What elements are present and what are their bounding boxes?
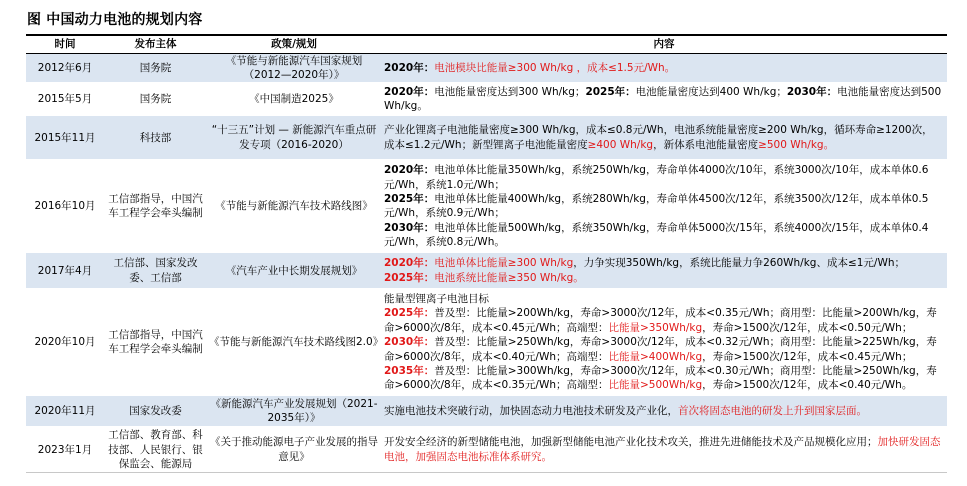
content-text: 实施电池技术突破行动，加快固态动力电池技术研发及产业化， <box>384 405 678 418</box>
cell-time: 2016年10月 <box>26 160 104 253</box>
cell-time: 2020年10月 <box>26 289 104 396</box>
column-header-time: 时间 <box>26 35 104 53</box>
cell-publisher: 科技部 <box>104 116 207 160</box>
content-text: 2030年： <box>786 85 838 98</box>
highlight-text: 比能量>400Wh/kg <box>608 350 703 363</box>
content-line <box>384 306 943 335</box>
column-header-publisher: 发布主体 <box>104 35 207 53</box>
content-text: 2020年： <box>384 61 435 74</box>
content-text: 2030年： <box>384 221 435 234</box>
cell-time: 2020年11月 <box>26 396 104 427</box>
table-row <box>26 289 947 396</box>
content-text: 电池单体比能量350Wh/kg，系统250Wh/kg，寿命单体4000次/10年，系统3000次/10年，成本单体0.6元/Wh，系统1.0元/Wh； <box>384 164 929 191</box>
highlight-text: 2035年： <box>384 364 435 377</box>
highlight-text: ≥500 Wh/kg。 <box>758 138 835 151</box>
content-line <box>384 163 943 192</box>
highlight-text: 电池模块比能量≥300 Wh/kg ，成本≤1.5元/Wh。 <box>434 61 676 74</box>
cell-time: 2015年11月 <box>26 116 104 160</box>
cell-time: 2017年4月 <box>26 253 104 289</box>
cell-content <box>381 160 947 253</box>
content-text: 电池能量密度达到500 Wh/kg。 <box>384 85 942 113</box>
cell-policy: 《节能与新能源汽车技术路线图2.0》 <box>207 289 381 396</box>
content-text: 2020年： <box>384 164 435 177</box>
content-text: 电池能量密度达到400 Wh/kg； <box>635 85 787 98</box>
content-text: 普及型：比能量>300Wh/kg，寿命>3000次/12年，成本<0.30元/Wh；商用型：比能量>250Wh/kg，寿命>6000次/8年，成本<0.35元/Wh；高端型： <box>384 364 937 392</box>
cell-publisher: 工信部指导，中国汽车工程学会牵头编制 <box>104 289 207 396</box>
cell-publisher: 国务院 <box>104 53 207 83</box>
cell-publisher: 国务院 <box>104 83 207 116</box>
table-row <box>26 53 947 83</box>
content-line <box>384 192 943 221</box>
content-line <box>384 335 943 364</box>
content-text: 电池单体比能量500Wh/kg，系统350Wh/kg，寿命单体5000次/15年，系统4000次/15年，成本单体0.4元/Wh，系统0.8元/Wh。 <box>384 221 929 249</box>
content-text: ，力争实现350Wh/kg，系统比能量力争260Wh/kg、成本≤1元/Wh； <box>573 257 906 270</box>
highlight-text: 2030年： <box>384 336 435 349</box>
table-row <box>26 396 947 427</box>
cell-content <box>381 53 947 83</box>
content-line <box>384 61 943 75</box>
cell-policy: 《节能与新能源汽车国家规划（2012—2020年）》 <box>207 53 381 83</box>
table-row <box>26 83 947 116</box>
policy-table <box>26 34 947 473</box>
content-text: ，新体系电池能量密度 <box>653 138 759 151</box>
content-text: 2020年： <box>384 85 435 98</box>
content-text: 能量型锂离子电池目标 <box>384 292 489 305</box>
highlight-text: 比能量>350Wh/kg <box>608 321 703 334</box>
cell-content <box>381 396 947 427</box>
content-line <box>384 364 943 393</box>
content-line <box>384 271 943 285</box>
highlight-text: 电池单体比能量≥300 Wh/kg <box>434 257 574 270</box>
highlight-text: 2025年： <box>384 271 435 284</box>
cell-content <box>381 427 947 473</box>
cell-content <box>381 116 947 160</box>
cell-policy: “十三五”计划 — 新能源汽车重点研发专项（2016-2020） <box>207 116 381 160</box>
highlight-text: 比能量>500Wh/kg <box>608 379 703 392</box>
cell-time: 2015年5月 <box>26 83 104 116</box>
highlight-text: 加快研发固态电池，加强固态电池标准体系研究。 <box>384 436 941 463</box>
cell-publisher: 工信部指导，中国汽车工程学会牵头编制 <box>104 160 207 253</box>
table-row <box>26 116 947 160</box>
highlight-text: ≥400 Wh/kg <box>587 138 654 151</box>
column-header-content: 内容 <box>381 35 947 53</box>
content-line <box>384 435 943 464</box>
content-text: 电池单体比能量400Wh/kg，系统280Wh/kg，寿命单体4500次/12年，系统3500次/12年，成本单体0.5元/Wh，系统0.9元/Wh； <box>384 192 929 220</box>
content-text: 普及型：比能量>250Wh/kg，寿命>3000次/12年，成本<0.32元/Wh；商用型：比能量>225Wh/kg，寿命>6000次/8年，成本<0.40元/Wh；高端型： <box>384 336 937 363</box>
content-text: ，寿命>1500次/12年，成本<0.45元/Wh； <box>702 350 913 363</box>
column-header-policy: 政策/规划 <box>207 35 381 53</box>
content-line <box>384 123 943 152</box>
content-line <box>384 292 943 306</box>
highlight-text: 首次将固态电池的研发上升到国家层面。 <box>678 405 867 418</box>
content-text: 产业化锂离子电池能量密度≥300 Wh/kg，成本≤0.8元/Wh，电池系统能量密度≥200 Wh/kg，循环寿命≥1200次，成本≤1.2元/Wh；新型锂离子电池能量密度 <box>384 124 933 151</box>
header-row <box>26 35 947 53</box>
cell-content <box>381 289 947 396</box>
cell-policy: 《节能与新能源汽车技术路线图》 <box>207 160 381 253</box>
content-line <box>384 404 943 418</box>
table-row <box>26 160 947 253</box>
cell-time: 2023年1月 <box>26 427 104 473</box>
cell-content <box>381 253 947 289</box>
content-text: 开发安全经济的新型储能电池，加强新型储能电池产业化技术攻关，推进先进储能技术及产品规模化应用； <box>384 436 878 449</box>
content-line <box>384 256 943 270</box>
content-text: 普及型：比能量>200Wh/kg，寿命>3000次/12年，成本<0.35元/Wh；商用型：比能量>200Wh/kg，寿命>6000次/8年，成本<0.45元/Wh；高端型： <box>384 307 937 334</box>
cell-policy: 《中国制造2025》 <box>207 83 381 116</box>
content-text: 2025年： <box>585 85 636 98</box>
content-line <box>384 85 943 114</box>
table-row <box>26 427 947 473</box>
figure-title: 图 中国动力电池的规划内容 <box>27 12 203 28</box>
content-line <box>384 221 943 250</box>
content-text: ，寿命>1500次/12年，成本<0.50元/Wh； <box>702 321 913 334</box>
content-text: 2025年： <box>384 192 435 205</box>
cell-policy: 《新能源汽车产业发展规划（2021-2035年）》 <box>207 396 381 427</box>
highlight-text: 电池系统比能量≥350 Wh/kg。 <box>434 271 584 284</box>
content-text: ，寿命>1500次/12年，成本<0.40元/Wh。 <box>702 379 913 392</box>
cell-policy: 《关于推动能源电子产业发展的指导意见》 <box>207 427 381 473</box>
highlight-text: 2020年： <box>384 257 435 270</box>
cell-content <box>381 83 947 116</box>
highlight-text: 2025年： <box>384 307 435 320</box>
content-text: 电池能量密度达到300 Wh/kg； <box>434 85 586 98</box>
cell-publisher: 工信部、国家发改委、工信部 <box>104 253 207 289</box>
table-row <box>26 253 947 289</box>
cell-time: 2012年6月 <box>26 53 104 83</box>
cell-policy: 《汽车产业中长期发展规划》 <box>207 253 381 289</box>
cell-publisher: 国家发改委 <box>104 396 207 427</box>
cell-publisher: 工信部、教育部、科技部、人民银行、银保监会、能源局 <box>104 427 207 473</box>
